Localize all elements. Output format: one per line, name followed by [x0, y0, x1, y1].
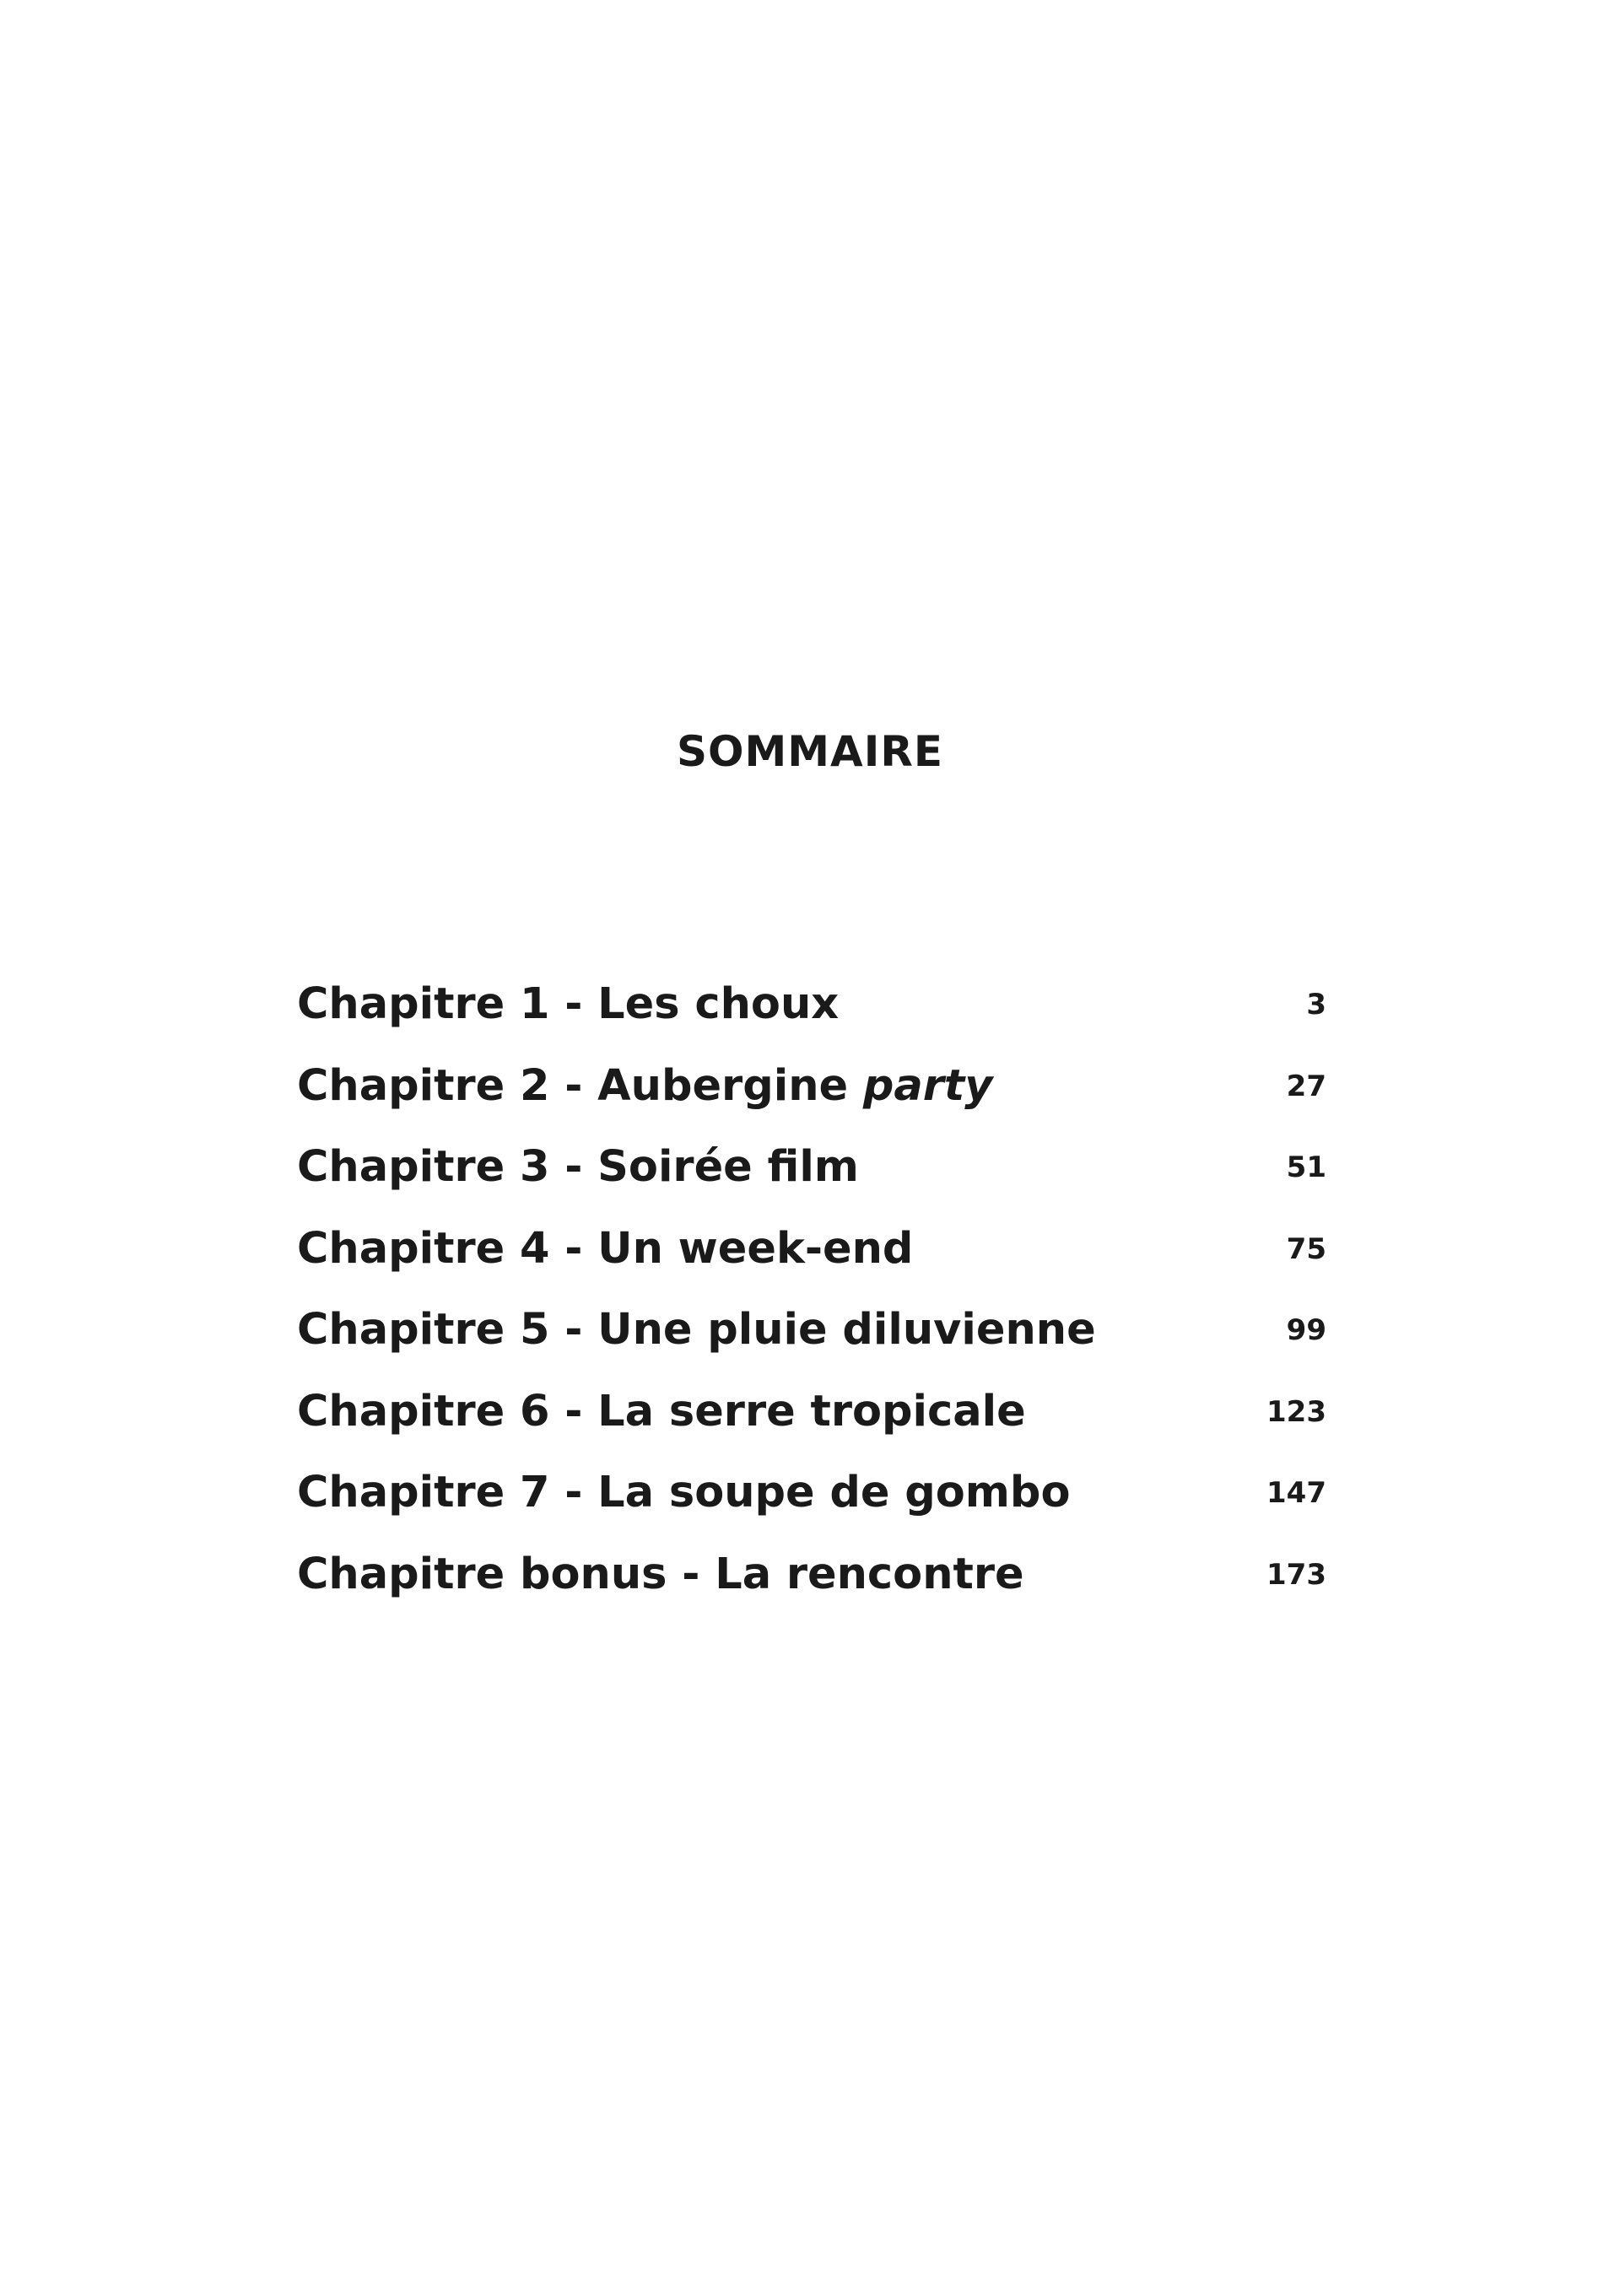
toc-entry — [297, 1046, 1326, 1128]
toc-entry — [297, 1453, 1326, 1534]
toc-entry — [297, 1127, 1326, 1209]
toc-entry-page-number: 75 — [1286, 1232, 1326, 1266]
toc-entry-page-number: 27 — [1286, 1069, 1326, 1103]
toc-entry — [297, 1534, 1326, 1616]
toc-entry — [297, 1290, 1326, 1372]
toc-entry-label: Chapitre 1 - Les choux — [297, 979, 840, 1030]
toc-entry — [297, 1372, 1326, 1453]
toc-entry-page-number: 51 — [1286, 1151, 1326, 1185]
table-of-contents — [297, 964, 1326, 1615]
toc-entry-label: Chapitre 2 - Aubergine party — [297, 1060, 993, 1111]
toc-entry — [297, 964, 1326, 1046]
toc-entry-page-number: 173 — [1266, 1557, 1326, 1592]
toc-entry-label: Chapitre 5 - Une pluie diluvienne — [297, 1305, 1096, 1356]
toc-entry-page-number: 3 — [1306, 988, 1326, 1022]
toc-entry — [297, 1209, 1326, 1291]
toc-entry-label: Chapitre 6 - La serre tropicale — [297, 1386, 1026, 1436]
toc-entry-label: Chapitre 4 - Un week-end — [297, 1223, 914, 1274]
toc-entry-page-number: 99 — [1286, 1313, 1326, 1348]
toc-entry-page-number: 123 — [1266, 1394, 1326, 1429]
page-title: SOMMAIRE — [677, 727, 943, 776]
toc-entry-label: Chapitre bonus - La rencontre — [297, 1549, 1024, 1599]
toc-entry-label: Chapitre 3 - Soirée film — [297, 1142, 859, 1193]
toc-entry-label: Chapitre 7 - La soupe de gombo — [297, 1468, 1071, 1518]
toc-entry-page-number: 147 — [1266, 1476, 1326, 1511]
